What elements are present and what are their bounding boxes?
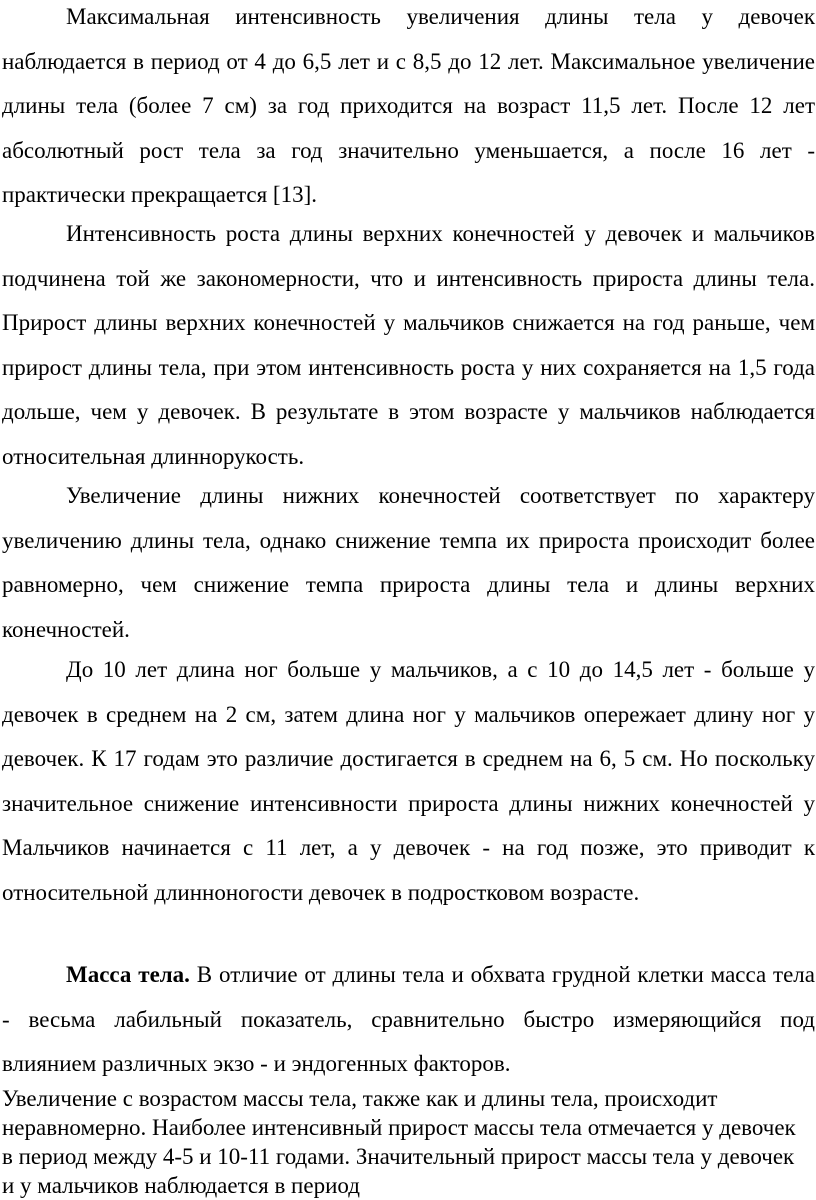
section-heading-body-mass: Масса тела. [66,962,190,987]
paragraph-body-mass [0,953,816,1087]
paragraph-body-length-girls: Максимальная интенсивность увеличения длины тела у девочек наблюдается в период от 4 до 6,5 лет и с 8,5 до 12 лет. Максимальное увеличение длины тела (более 7 см) за год приходится на возраст 11,5 лет. После 12 лет абсолютный рост тела за год значительно уменьшается, а после 16 лет - практически прекращается [13]. [2,4,815,208]
paragraph-body-mass-text: В отличие от длины тела и обхвата грудной клетки масса тела - весьма лабильный показатель, сравнительно быстро измеряющийся под влиянием различных экзо - и эндогенных факторов. [2,962,815,1077]
paragraph-upper-limbs: Интенсивность роста длины верхних конечностей у девочек и мальчиков подчинена той же закономерности, что и интенсивность прироста длины тела. Прирост длины верхних конечностей у мальчиков снижается на год раньше, чем прирост длины тела, при этом интенсивность роста у них сохраняется на 1,5 года дольше, чем у девочек. В результате в этом возрасте у мальчиков наблюдается относительная длиннорукость. [2,221,815,469]
paragraph-mass-growth: Увеличение с возрастом массы тела, также как и длины тела, происходит неравномерно. Наиболее интенсивный прирост массы тела отмечается у девочек в период между 4-5 и 10-11 годами. Значительный прирост массы тела у девочек и у мальчиков наблюдается в период [2,1086,796,1198]
paragraph-leg-length: До 10 лет длина ног больше у мальчиков, а с 10 до 14,5 лет - больше у девочек в среднем на 2 см, затем длина ног у мальчиков опережает длину ног у девочек. К 17 годам это различие достигается в среднем на 6, 5 см. Но поскольку значительное снижение интенсивности прироста длины нижних конечностей у Мальчиков начинается с 11 лет, а у девочек - на год позже, это приводит к относительной длинноногости девочек в подростковом возрасте. [2,657,815,905]
paragraph-lower-limbs: Увеличение длины нижних конечностей соответствует по характеру увеличению длины тела, однако снижение темпа их прироста происходит более равномерно, чем снижение темпа прироста длины тела и длины верхних конечностей. [2,483,815,642]
